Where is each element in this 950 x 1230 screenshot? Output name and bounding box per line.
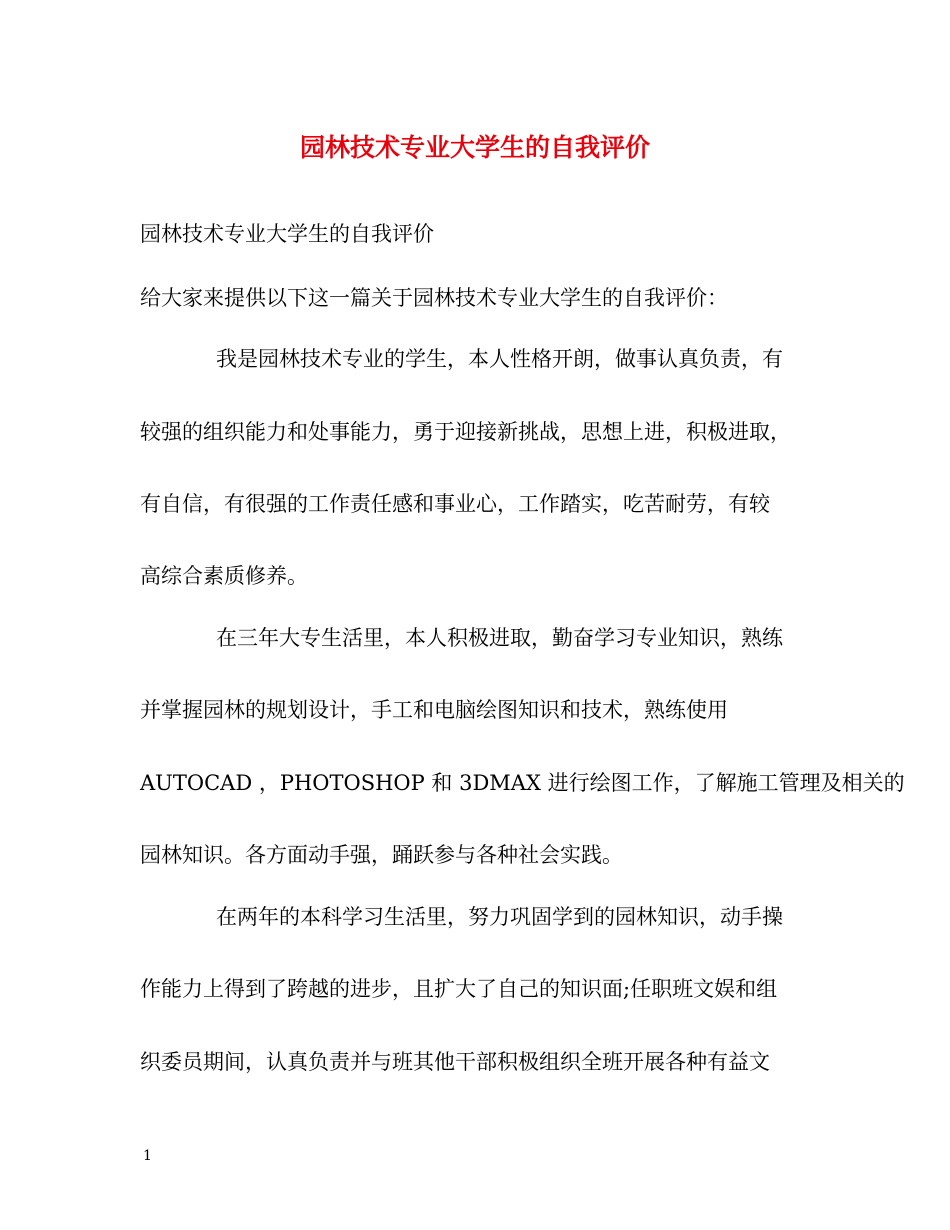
paragraph-3-line-2: 作能力上得到了跨越的进步，且扩大了自己的知识面;任职班文娱和组: [140, 977, 778, 1001]
paragraph-1-line-3: 有自信，有很强的工作责任感和事业心，工作踏实，吃苦耐劳，有较: [140, 492, 770, 516]
paragraph-3-line-3: 织委员期间，认真负责并与班其他干部积极组织全班开展各种有益文: [140, 1050, 770, 1074]
intro-line: 给大家来提供以下这一篇关于园林技术专业大学生的自我评价：: [140, 286, 728, 310]
document-title: 园林技术专业大学生的自我评价: [299, 133, 650, 162]
paragraph-2-line-2: 并掌握园林的规划设计，手工和电脑绘图知识和技术，熟练使用: [140, 698, 728, 722]
paragraph-2-line-3: AUTOCAD ，PHOTOSHOP 和 3DMAX 进行绘图工作，了解施工管理及相关的: [140, 771, 905, 795]
paragraph-1-line-4: 高综合素质修养。: [140, 564, 308, 588]
paragraph-2-line-4: 园林知识。各方面动手强，踊跃参与各种社会实践。: [140, 843, 623, 867]
page-number: 1: [143, 1148, 152, 1164]
paragraph-1-line-1: 我是园林技术专业的学生，本人性格开朗，做事认真负责，有: [216, 347, 783, 371]
paragraph-3-line-1: 在两年的本科学习生活里，努力巩固学到的园林知识，动手操: [216, 905, 783, 929]
paragraph-2-line-1: 在三年大专生活里，本人积极进取，勤奋学习专业知识，熟练: [216, 626, 783, 650]
paragraph-1-line-2: 较强的组织能力和处事能力，勇于迎接新挑战，思想上进，积极进取，: [140, 420, 791, 444]
document-subtitle: 园林技术专业大学生的自我评价: [140, 222, 434, 246]
